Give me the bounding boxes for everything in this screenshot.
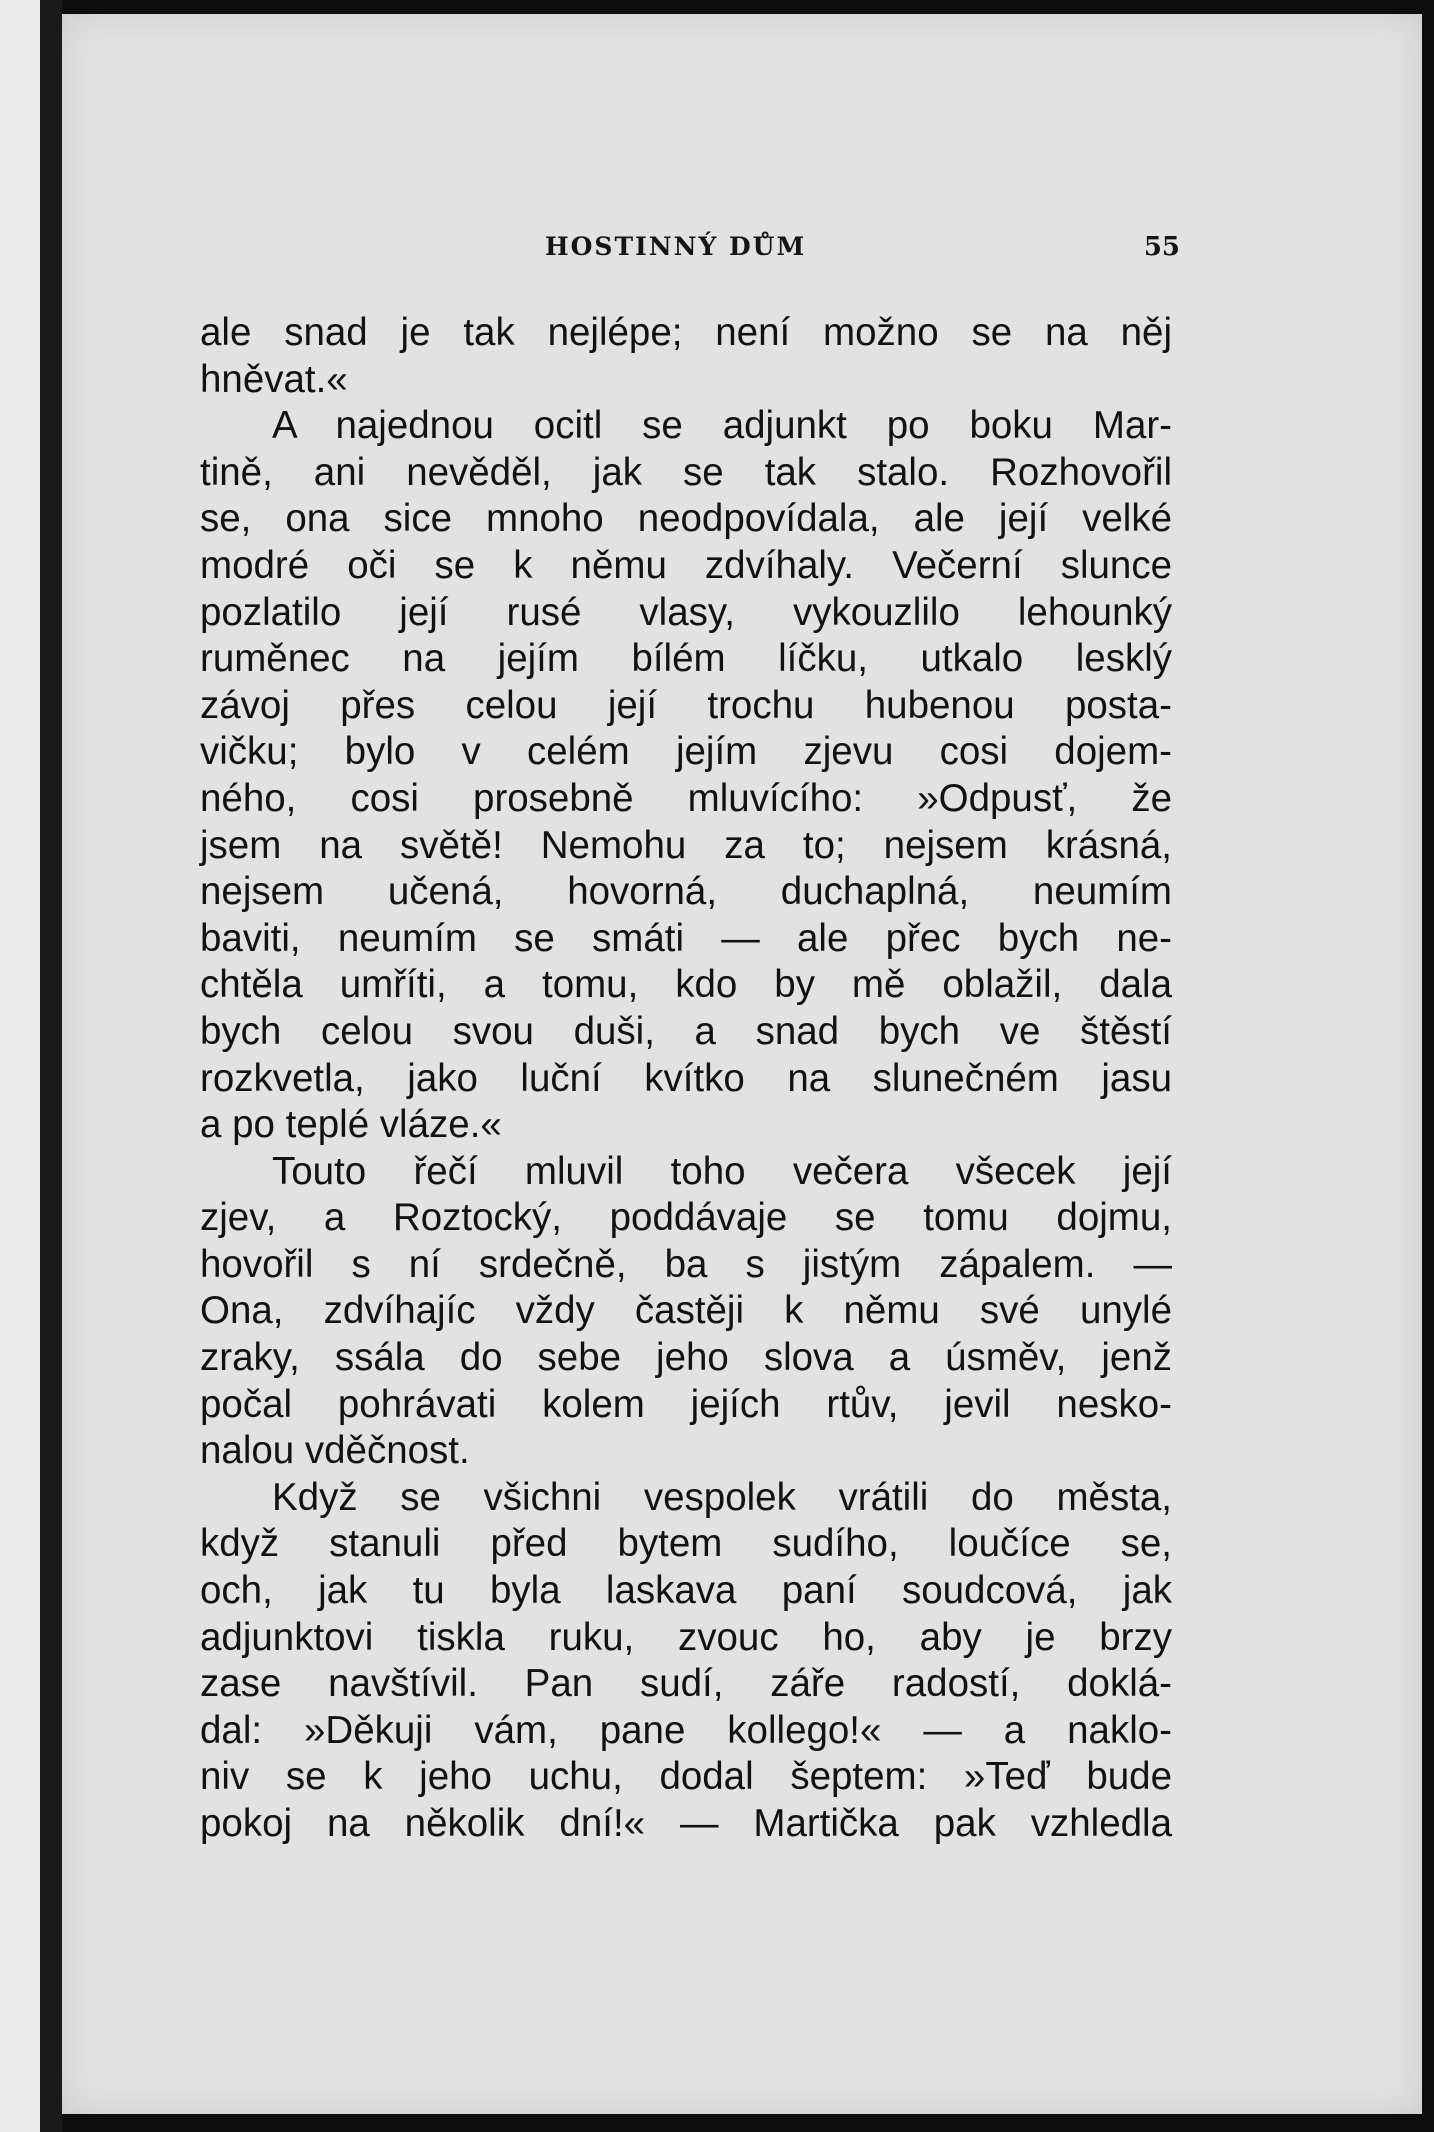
text-line: zraky, ssála do sebe jeho slova a úsměv, jenž	[200, 1336, 1172, 1380]
text-line: ruměnec na jejím bílém líčku, utkalo lesklý	[200, 637, 1172, 681]
text-line: vičku; bylo v celém jejím zjevu cosi dojem-	[200, 730, 1172, 774]
text-line: Ona, zdvíhajíc vždy častěji k němu své unylé	[200, 1289, 1172, 1333]
text-line: hněvat.«	[200, 357, 348, 401]
text-line: och, jak tu byla laskava paní soudcová, jak	[200, 1569, 1172, 1613]
text-line: niv se k jeho uchu, dodal šeptem: »Teď bude	[200, 1755, 1172, 1799]
text-line: nejsem učená, hovorná, duchaplná, neumím	[200, 870, 1172, 914]
text-line: když stanuli před bytem sudího, loučíce se,	[200, 1522, 1172, 1566]
running-head	[200, 228, 1180, 268]
text-line: bych celou svou duši, a snad bych ve štěstí	[200, 1009, 1172, 1053]
text-line: baviti, neumím se smáti — ale přec bych ne-	[200, 916, 1172, 960]
facing-page-edge	[0, 0, 40, 2132]
body-text	[200, 310, 1172, 1848]
text-line: adjunktovi tiskla ruku, zvouc ho, aby je brzy	[200, 1615, 1172, 1659]
text-line: závoj přes celou její trochu hubenou posta-	[200, 683, 1172, 727]
text-line: modré oči se k němu zdvíhaly. Večerní slunce	[200, 543, 1172, 587]
text-line: rozkvetla, jako luční kvítko na slunečném jasu	[200, 1056, 1172, 1100]
text-line: tině, ani nevěděl, jak se tak stalo. Rozhovořil	[200, 450, 1172, 494]
text-line: pozlatilo její rusé vlasy, vykouzlilo lehounký	[200, 590, 1172, 634]
text-line: pokoj na několik dní!« — Martička pak vzhledla	[200, 1802, 1172, 1845]
text-line: Když se všichni vespolek vrátili do města,	[272, 1475, 1172, 1519]
text-line: A najednou ocitl se adjunkt po boku Mar-	[272, 404, 1172, 448]
text-line: Touto řečí mluvil toho večera všecek její	[272, 1149, 1172, 1193]
text-line: chtěla umříti, a tomu, kdo by mě oblažil, dala	[200, 963, 1172, 1007]
text-line: dal: »Děkuji vám, pane kollego!« — a naklo-	[200, 1708, 1172, 1752]
text-line: jsem na světě! Nemohu za to; nejsem krásná,	[200, 823, 1172, 867]
text-line: nalou vděčnost.	[200, 1429, 470, 1473]
text-line: zjev, a Roztocký, poddávaje se tomu dojmu,	[200, 1196, 1172, 1240]
text-line: hovořil s ní srdečně, ba s jistým zápalem. —	[200, 1242, 1172, 1286]
text-line: zase navštívil. Pan sudí, záře radostí, doklá-	[200, 1662, 1172, 1706]
text-line: ale snad je tak nejlépe; není možno se na něj	[200, 311, 1172, 354]
text-line: a po teplé vláze.«	[200, 1103, 502, 1147]
text-line: počal pohrávati kolem jejích rtův, jevil nesko-	[200, 1382, 1172, 1426]
book-gutter-shadow	[40, 0, 62, 2132]
running-head-title: HOSTINNÝ DŮM	[545, 232, 807, 261]
text-line: ného, cosi prosebně mluvícího: »Odpusť, že	[200, 776, 1172, 820]
page-number: 55	[1143, 232, 1180, 262]
text-line: se, ona sice mnoho neodpovídala, ale její velké	[200, 497, 1172, 541]
